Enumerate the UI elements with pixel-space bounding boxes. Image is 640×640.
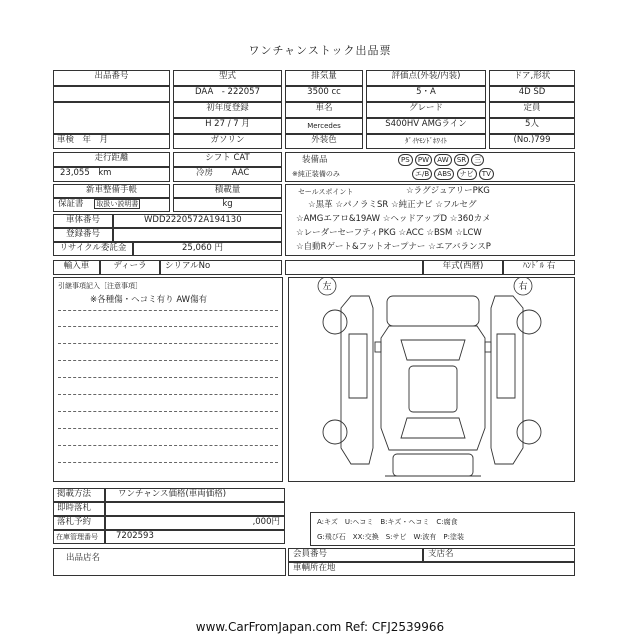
equip-pw: PW (415, 154, 432, 166)
listing-method-label: 掲載方法 (53, 488, 105, 502)
lot-number-box (53, 102, 170, 134)
stock-number-label: 在庫管理番号 (53, 530, 105, 544)
equip-airbag: エ/B (412, 168, 432, 180)
inspection-label: 車検 年 月 (53, 134, 170, 149)
equip-tv: TV (479, 168, 494, 180)
model-code-value: DAA - 222057 (173, 86, 282, 102)
sales-point-line-2: ☆AMGエアロ&19AW ☆ヘッドアップD ☆360カメ (296, 214, 491, 224)
warranty-row (53, 198, 170, 212)
location-label: 車輌所在地 (288, 562, 575, 576)
notes-box (53, 277, 283, 482)
serial-label: シリアルNo (160, 260, 282, 275)
capacity-value: 5人 (489, 118, 575, 134)
equip-three: 三 (471, 154, 484, 166)
displacement-label: 排気量 (285, 70, 363, 86)
exhibitor-label: 出品店名 (66, 553, 101, 563)
service-book-label: 新車整備手帳 (53, 184, 170, 198)
left-side-label: 左 (322, 282, 332, 292)
color-label: 外装色 (285, 134, 363, 149)
sales-point-line-1: ☆黒革 ☆パノラミSR ☆純正ナビ ☆フルセグ (308, 200, 477, 210)
sheet-title: ワンチャンストック出品票 (248, 44, 392, 57)
mileage-value: 23,055 km (53, 167, 170, 182)
ac-label-text: 冷房 (196, 168, 214, 178)
recycle-value: 25,060 円 (133, 242, 282, 256)
color-number: (No.)799 (489, 134, 575, 149)
mileage-label: 走行距離 (53, 152, 170, 167)
fuel-value: ガソリン (173, 134, 282, 149)
dealer-label: ディーラ (100, 260, 160, 275)
legend-line-1: A:キズ U:ヘコミ B:キズ・ヘコミ C:腐食 (317, 518, 458, 526)
year-label: 年式(西暦) (423, 260, 503, 275)
notes-rule (58, 310, 278, 311)
damage-legend (310, 512, 575, 546)
notes-rule (58, 360, 278, 361)
exhibitor-box (53, 548, 286, 576)
equipment-row-2 (412, 168, 494, 180)
notes-rule (58, 343, 278, 344)
grade-value: S400HV AMGライン (366, 118, 486, 134)
manual-label: 取扱い説明書 (96, 200, 139, 208)
equip-aw: AW (434, 154, 451, 166)
notes-rule (58, 394, 278, 395)
equipment-label: 装備品 (302, 155, 328, 165)
car-name-value: Mercedes (285, 118, 363, 134)
car-diagram-box (288, 277, 575, 482)
sales-point-box (285, 184, 575, 256)
first-reg-label: 初年度登録 (173, 102, 282, 118)
displacement-value: 3500 cc (285, 86, 363, 102)
sales-point-main: ☆ラグジュアリーPKG (406, 186, 490, 196)
equipment-row-1 (398, 154, 484, 166)
grade-score-label: 評価点(外装/内装) (366, 70, 486, 86)
chassis-value: WDD2220572A194130 (113, 214, 282, 228)
member-number-label: 会員番号 (288, 548, 423, 562)
right-side-label: 右 (518, 282, 528, 292)
door-shape-label: ドア,形状 (489, 70, 575, 86)
load-label: 積載量 (173, 184, 282, 198)
color-value: ﾀﾞｲﾔﾓﾝﾄﾞﾎﾜｲﾄ (366, 134, 486, 149)
equip-abs: ABS (434, 168, 454, 180)
car-name-label: 車名 (285, 102, 363, 118)
model-code-label: 型式 (173, 70, 282, 86)
car-diagram (289, 278, 574, 481)
handle-label: ﾊﾝﾄﾞﾙ 右 (503, 260, 575, 275)
legend-line-2: G:飛び石 XX:交換 S:サビ W:波有 P:塗装 (317, 533, 464, 541)
notes-rule (58, 326, 278, 327)
equipment-box (285, 152, 575, 182)
notes-line-1: ※各種傷・ヘコミ有り AW傷有 (90, 295, 208, 305)
watermark-text: www.CarFromJapan.com Ref: CFJ2539966 (195, 620, 445, 634)
grade-label: グレード (366, 102, 486, 118)
equip-ps: PS (398, 154, 413, 166)
equip-sr: SR (454, 154, 469, 166)
reservation-label: 落札予約 (53, 516, 105, 530)
car-outline-icon (323, 296, 541, 476)
door-shape-value: 4D SD (489, 86, 575, 102)
first-reg-value: H 27 / 7 月 (173, 118, 282, 134)
instant-buy-value (105, 502, 285, 516)
equip-navi: ナビ (457, 168, 477, 180)
lot-number-label: 出品番号 (53, 70, 170, 86)
instant-buy-label: 即時落札 (53, 502, 105, 516)
reservation-value: ,000円 (105, 516, 285, 530)
sales-point-line-4: ☆自動Rゲート&フットオープナー ☆エアバランスP (296, 242, 491, 252)
listing-method-value: ワンチャンス価格(車両価格) (105, 488, 285, 502)
equipment-note: ※純正装備のみ (292, 170, 340, 178)
load-unit: kg (173, 198, 282, 212)
serial-value (285, 260, 423, 275)
notes-rule (58, 377, 278, 378)
recycle-label: リサイクル委託金 (53, 242, 133, 256)
capacity-label: 定員 (489, 102, 575, 118)
warranty-label: 保証書 (58, 199, 84, 209)
notes-rule (58, 428, 278, 429)
registration-label: 登録番号 (53, 228, 113, 242)
sales-point-label: セールスポイント (298, 188, 354, 196)
sales-point-line-3: ☆レーダーセーフティPKG ☆ACC ☆BSM ☆LCW (296, 228, 482, 238)
branch-label: 支店名 (423, 548, 575, 562)
notes-rule (58, 445, 278, 446)
import-label: 輸入車 (53, 260, 100, 275)
chassis-label: 車体番号 (53, 214, 113, 228)
lot-number-value (53, 86, 170, 102)
notes-rule (58, 411, 278, 412)
shift-label: シフト CAT (173, 152, 282, 167)
ac-label (173, 167, 282, 182)
ac-value: AAC (231, 168, 250, 178)
stock-number-value: 7202593 (105, 530, 285, 544)
registration-value (113, 228, 282, 242)
grade-score-value: 5・A (366, 86, 486, 102)
notes-label: 引継事項記入［注意事項］ (58, 282, 142, 290)
notes-rule (58, 462, 278, 463)
